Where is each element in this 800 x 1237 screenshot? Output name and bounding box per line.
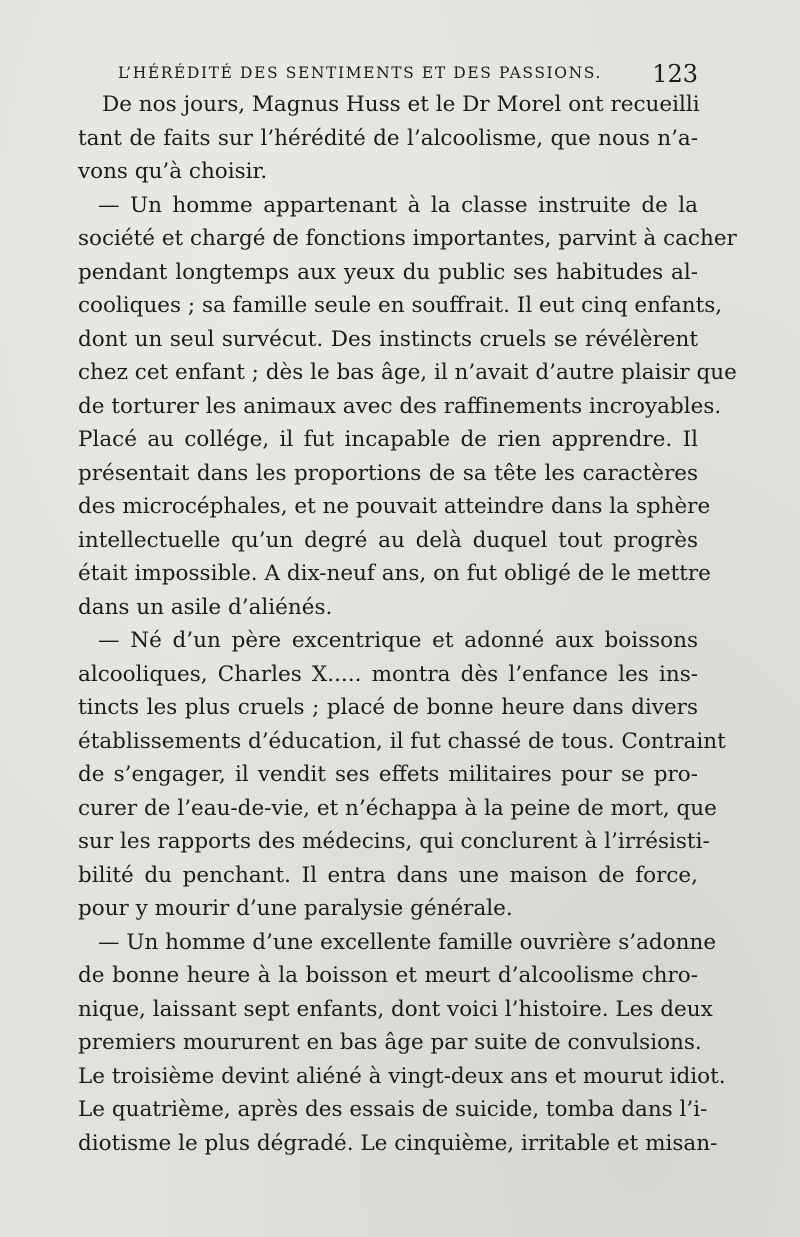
page-number: 123 bbox=[652, 60, 698, 88]
text-line: établissements d’éducation, il fut chassé de tous. Contraint bbox=[78, 728, 726, 754]
text-line: Le troisième devint aliéné à vingt-deux ans et mourut idiot. bbox=[78, 1063, 726, 1089]
text-line: alcooliques, Charles X..... montra dès l’enfance les ins- bbox=[78, 661, 698, 687]
text-line: dont un seul survécut. Des instincts cruels se révélèrent bbox=[78, 326, 698, 352]
text-line: intellectuelle qu’un degré au delà duquel tout progrès bbox=[78, 527, 698, 553]
text-line: pendant longtemps aux yeux du public ses habitudes al- bbox=[78, 259, 698, 285]
page-header bbox=[118, 60, 698, 90]
text-line: nique, laissant sept enfants, dont voici l’histoire. Les deux bbox=[78, 996, 713, 1022]
text-line: De nos jours, Magnus Huss et le Dr Morel ont recueilli bbox=[102, 92, 700, 117]
text-line: bilité du penchant. Il entra dans une maison de force, bbox=[78, 862, 698, 888]
text-line: sur les rapports des médecins, qui conclurent à l’irrésisti- bbox=[78, 829, 710, 854]
text-line: chez cet enfant ; dès le bas âge, il n’avait d’autre plaisir que bbox=[78, 360, 737, 385]
text-line: des microcéphales, et ne pouvait atteindre dans la sphère bbox=[78, 494, 711, 519]
text-line: diotisme le plus dégradé. Le cinquième, irritable et misan- bbox=[78, 1130, 718, 1156]
text-line: — Un homme appartenant à la classe instruite de la bbox=[98, 192, 698, 218]
text-line: de torturer les animaux avec des raffinements incroyables. bbox=[78, 393, 722, 419]
text-line: pour y mourir d’une paralysie générale. bbox=[78, 896, 513, 921]
running-head: L’HÉRÉDITÉ DES SENTIMENTS ET DES PASSIONS. bbox=[118, 64, 602, 82]
text-line: vons qu’à choisir. bbox=[78, 159, 268, 184]
text-line: société et chargé de fonctions importantes, parvint à cacher bbox=[78, 226, 737, 251]
text-line: — Un homme d’une excellente famille ouvrière s’adonne bbox=[98, 929, 717, 955]
text-line: tant de faits sur l’hérédité de l’alcoolisme, que nous n’a- bbox=[78, 125, 698, 151]
text-line: curer de l’eau-de-vie, et n’échappa à la peine de mort, que bbox=[78, 795, 717, 821]
text-line: de bonne heure à la boisson et meurt d’alcoolisme chro- bbox=[78, 963, 698, 988]
text-line: cooliques ; sa famille seule en souffrait. Il eut cinq enfants, bbox=[78, 293, 723, 318]
text-line: Le quatrième, après des essais de suicide, tomba dans l’i- bbox=[78, 1097, 708, 1122]
text-line: Placé au collége, il fut incapable de rien apprendre. Il bbox=[78, 427, 698, 452]
text-line: — Né d’un père excentrique et adonné aux boissons bbox=[98, 628, 698, 653]
text-line: était impossible. A dix-neuf ans, on fut obligé de le mettre bbox=[78, 561, 711, 586]
text-line: de s’engager, il vendit ses effets militaires pour se pro- bbox=[78, 762, 698, 787]
body-text bbox=[78, 88, 737, 1160]
text-line: présentait dans les proportions de sa tête les caractères bbox=[78, 460, 698, 486]
text-line: tincts les plus cruels ; placé de bonne heure dans divers bbox=[78, 695, 698, 720]
text-line: premiers moururent en bas âge par suite de convulsions. bbox=[78, 1030, 702, 1055]
text-line: dans un asile d’aliénés. bbox=[78, 594, 333, 620]
